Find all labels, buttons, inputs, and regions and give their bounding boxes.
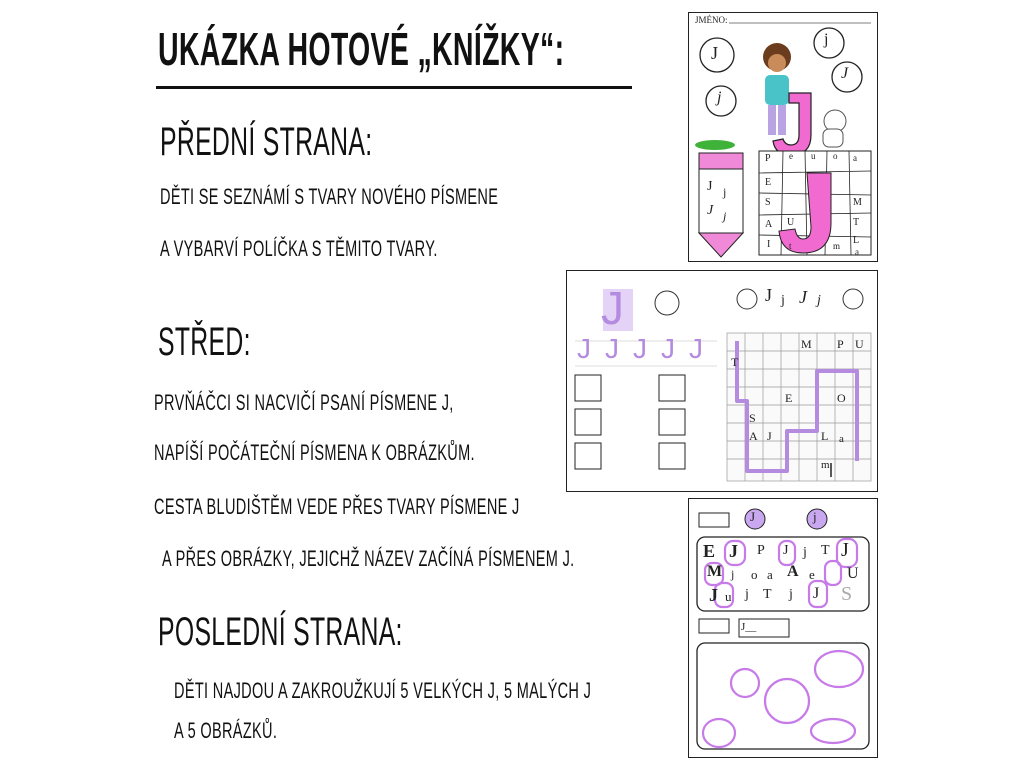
section-line: A 5 OBRÁZKŮ. [174, 718, 278, 743]
trace-letter: J [661, 333, 675, 364]
maze-header-letter: j [781, 293, 785, 308]
answer-blank: J__ [741, 621, 757, 633]
grid-letter: S [765, 197, 771, 208]
section-line: NAPÍŠÍ POČÁTEČNÍ PÍSMENA K OBRÁZKŮM. [154, 440, 475, 465]
grid-letter: P [765, 153, 771, 164]
bubble-letter: j [824, 31, 829, 48]
search-letter: a [767, 567, 773, 582]
section-line: DĚTI NAJDOU A ZAKROUŽKUJÍ 5 VELKÝCH J, 5 MALÝCH J [174, 678, 592, 703]
page-title: UKÁZKA HOTOVÉ „KNÍŽKY“: [158, 23, 565, 75]
grid-letter: m [833, 241, 841, 251]
grid-letter: E [765, 177, 772, 188]
search-letter: u [725, 589, 732, 604]
grid-letter: e [789, 151, 793, 161]
grid-letter: A [765, 219, 773, 230]
trace-letter: J [689, 333, 703, 364]
title-underline [156, 86, 632, 89]
section-line: A PŘES OBRÁZKY, JEJICHŽ NÁZEV ZAČÍNÁ PÍSMENEM J. [162, 546, 575, 571]
last-page-thumbnail [688, 498, 878, 758]
grid-letter: o [833, 151, 838, 161]
bubble-letter: J [841, 65, 849, 82]
section-line: DĚTI SE SEZNÁMÍ S TVARY NOVÉHO PÍSMENE [160, 184, 499, 209]
search-letter: P [757, 543, 765, 558]
search-letter: J [783, 543, 789, 558]
pencil-letter: J [707, 203, 714, 218]
search-letter: J [841, 539, 849, 561]
search-letter: j [803, 545, 807, 560]
circle-letter: j [813, 509, 817, 524]
big-letter: J [601, 282, 624, 334]
maze-letter: O [837, 391, 846, 405]
trace-letter: J [577, 333, 591, 364]
maze-letter: J [767, 429, 772, 443]
search-letter: j [745, 587, 749, 602]
grid-letter: T [853, 217, 860, 228]
grid-letter: U [787, 217, 795, 228]
pencil-letter: j [723, 209, 727, 223]
maze-letter: E [785, 391, 793, 405]
grid-letter: I [767, 239, 771, 250]
front-page-thumbnail [688, 12, 878, 262]
name-label: JMÉNO: [695, 15, 728, 25]
section-line: CESTA BLUDIŠTĚM VEDE PŘES TVARY PÍSMENE J [154, 494, 520, 519]
search-letter: T [763, 587, 772, 602]
bubble-letter: j [717, 89, 722, 106]
pencil-letter: J [707, 179, 713, 194]
search-letter: S [841, 583, 853, 605]
search-letter: A [787, 563, 799, 580]
section-heading-last: POSLEDNÍ STRANA: [158, 610, 403, 654]
maze-letter: S [749, 411, 756, 425]
grid-letter: a [855, 247, 859, 257]
grid-letter: M [853, 197, 862, 208]
search-letter: T [821, 543, 830, 558]
search-letter: j [789, 587, 793, 602]
grid-letter: t [789, 241, 792, 251]
search-letter: J [709, 585, 718, 605]
trace-letter: J [605, 333, 619, 364]
maze-letter: A [749, 429, 758, 443]
maze-letter: P [837, 337, 844, 351]
bubble-letter: J [711, 43, 719, 63]
search-letter: o [751, 567, 758, 582]
section-heading-middle: STŘED: [158, 320, 251, 364]
last-page-illustration [689, 499, 877, 757]
middle-page-thumbnail [566, 270, 878, 492]
grid-letter: a [853, 153, 857, 163]
search-letter: J [813, 585, 820, 602]
section-line: A VYBARVÍ POLÍČKA S TĚMITO TVARY. [160, 236, 438, 261]
search-letter: E [703, 541, 716, 561]
maze-letter: T [731, 355, 739, 369]
maze-header-letter: J [765, 285, 773, 305]
maze-letter: a [839, 433, 844, 445]
section-line: PRVŇÁČCI SI NACVIČÍ PSANÍ PÍSMENE J, [154, 390, 454, 415]
grid-letter: u [811, 151, 816, 161]
search-letter: j [731, 567, 735, 581]
search-letter: e [809, 567, 815, 582]
section-heading-front: PŘEDNÍ STRANA: [160, 120, 373, 164]
maze-letter: U [855, 337, 864, 351]
search-letter: M [707, 563, 723, 580]
search-letter: J [729, 541, 738, 561]
grid-letter: L [853, 235, 860, 246]
maze-letter: L [821, 429, 829, 443]
maze-header-letter: J [799, 287, 807, 307]
maze-letter: m [821, 459, 830, 471]
maze-letter: M [801, 337, 812, 351]
circle-letter: J [750, 509, 756, 524]
pencil-letter: j [723, 185, 727, 199]
search-letter: U [847, 565, 859, 582]
maze-header-letter: j [817, 293, 821, 308]
trace-letter: J [633, 333, 647, 364]
